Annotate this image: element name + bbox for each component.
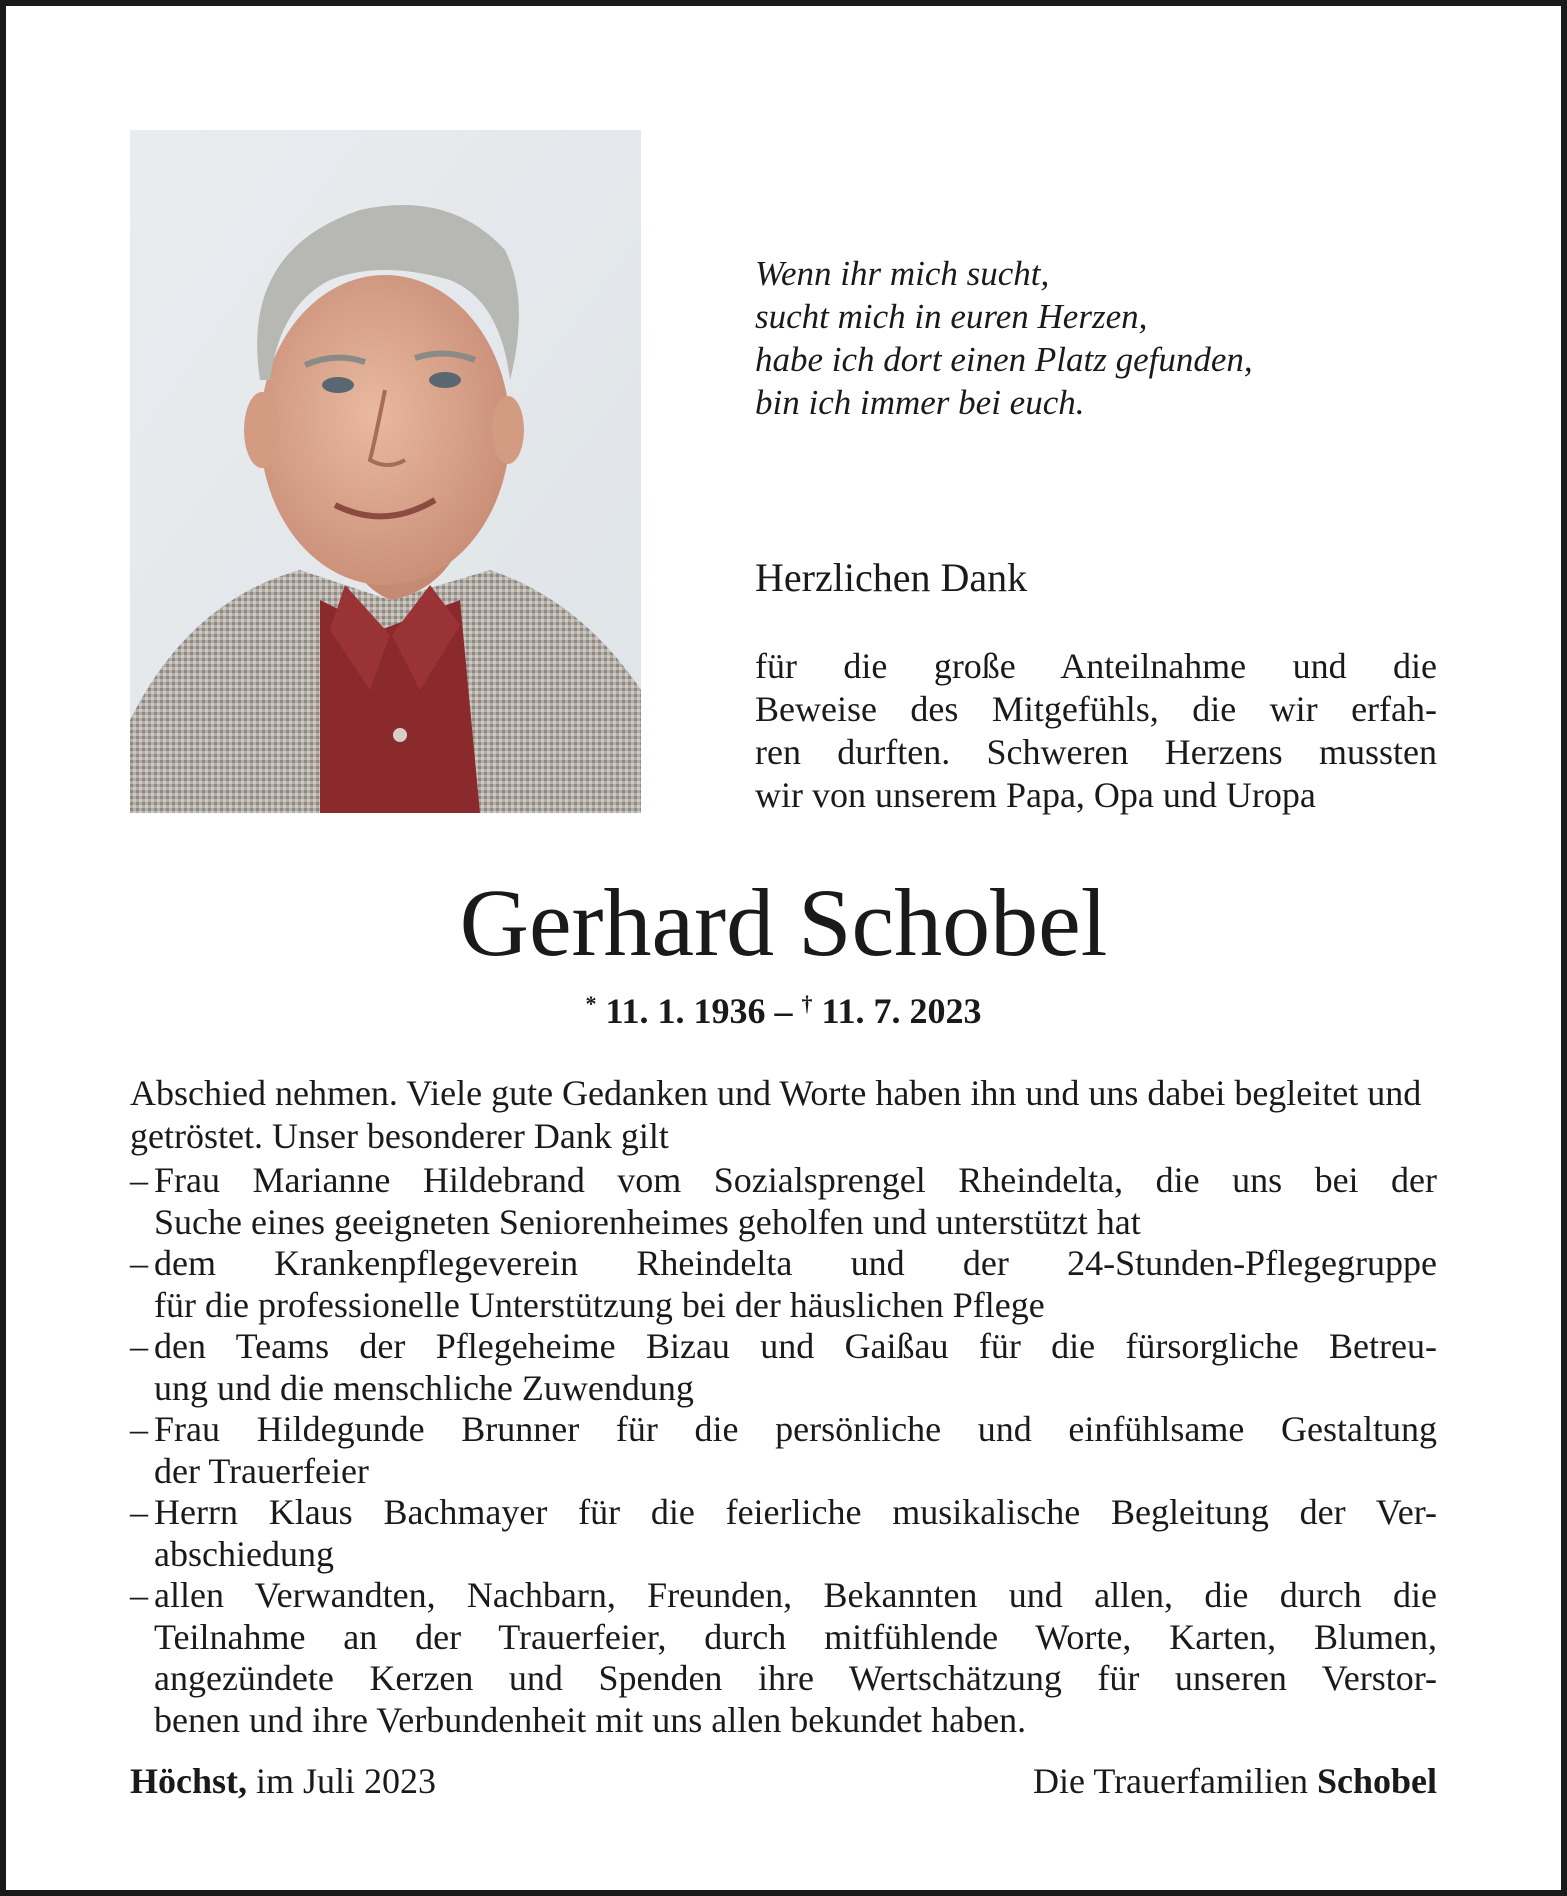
list-item-line: Suche eines geeigneten Seniorenheimes geholfen und unterstützt hat [154,1201,1141,1242]
date-separator: – [774,991,793,1031]
list-item-line: Teilnahme an der Trauerfeier, durch mitfühlende Worte, Karten, Blumen, [154,1616,1437,1657]
footer-place: Höchst, [130,1761,247,1801]
list-dash: – [130,1409,148,1449]
death-symbol: † [801,991,813,1016]
poem-line: bin ich immer bei euch. [755,383,1085,422]
list-item-line: dem Krankenpflegeverein Rheindelta und der 24-Stunden-Pflegegruppe [154,1243,1437,1283]
portrait-image [130,130,641,813]
deceased-name: Gerhard Schobel [459,869,1108,976]
list-dash: – [130,1243,148,1283]
list-item-line: ung und die menschliche Zuwendung [154,1367,694,1408]
list-item [130,1409,1437,1492]
list-item-line: den Teams der Pflegeheime Bizau und Gaißau für die fürsorgliche Betreu- [154,1326,1437,1366]
list-item [130,1243,1437,1326]
memorial-poem [755,252,1475,424]
list-item [130,1326,1437,1409]
poem-line: sucht mich in euren Herzen, [755,297,1148,336]
birth-symbol: * [585,991,597,1016]
list-item [130,1160,1437,1243]
birth-date: 11. 1. 1936 [605,991,766,1031]
list-item-line: Frau Hildegunde Brunner für die persönliche und einfühlsame Gestaltung [154,1409,1437,1449]
life-dates [0,990,1567,1032]
list-item-line: benen und ihre Verbundenheit mit uns allen bekundet haben. [154,1699,1027,1740]
list-dash: – [130,1326,148,1366]
list-item-line: abschiedung [154,1533,334,1574]
intro-text: Abschied nehmen. Viele gute Gedanken und Worte haben ihn und uns dabei begleitet und getröstet. Unser besonderer Dank gilt [130,1073,1422,1156]
list-item-line: Herrn Klaus Bachmayer für die feierliche musikalische Begleitung der Ver- [154,1492,1437,1532]
thanks-line: ren durften. Schweren Herzens mussten [755,732,1437,772]
thanks-line: wir von unserem Papa, Opa und Uropa [755,775,1316,815]
intro-paragraph [130,1072,1437,1158]
list-item [130,1492,1437,1575]
thanks-paragraph [755,645,1437,817]
list-dash: – [130,1160,148,1200]
list-item-line: für die professionelle Unterstützung bei der häuslichen Pflege [154,1284,1045,1325]
portrait-photo [130,130,641,813]
list-item [130,1575,1437,1741]
list-item-line: angezündete Kerzen und Spenden ihre Wertschätzung für unseren Verstor- [154,1658,1437,1698]
list-item-line: Frau Marianne Hildebrand vom Sozialsprengel Rheindelta, die uns bei der [154,1160,1437,1200]
death-date: 11. 7. 2023 [821,991,982,1031]
footer-date: im Juli 2023 [256,1761,437,1801]
thanks-list [130,1160,1437,1741]
list-item-line: der Trauerfeier [154,1450,369,1491]
footer-family-name: Schobel [1316,1761,1437,1801]
footer-family-prefix: Die Trauerfamilien [1033,1761,1308,1801]
thanks-line: für die große Anteilnahme und die [755,646,1437,686]
thanks-heading: Herzlichen Dank [755,555,1028,600]
list-item-line: allen Verwandten, Nachbarn, Freunden, Bekannten und allen, die durch die [154,1575,1437,1615]
list-dash: – [130,1575,148,1615]
footer-signature [1033,1760,1437,1802]
footer-place-date [130,1760,436,1802]
list-dash: – [130,1492,148,1532]
thanks-line: Beweise des Mitgefühls, die wir erfah- [755,689,1437,729]
poem-line: habe ich dort einen Platz gefunden, [755,340,1253,379]
poem-line: Wenn ihr mich sucht, [755,254,1050,293]
